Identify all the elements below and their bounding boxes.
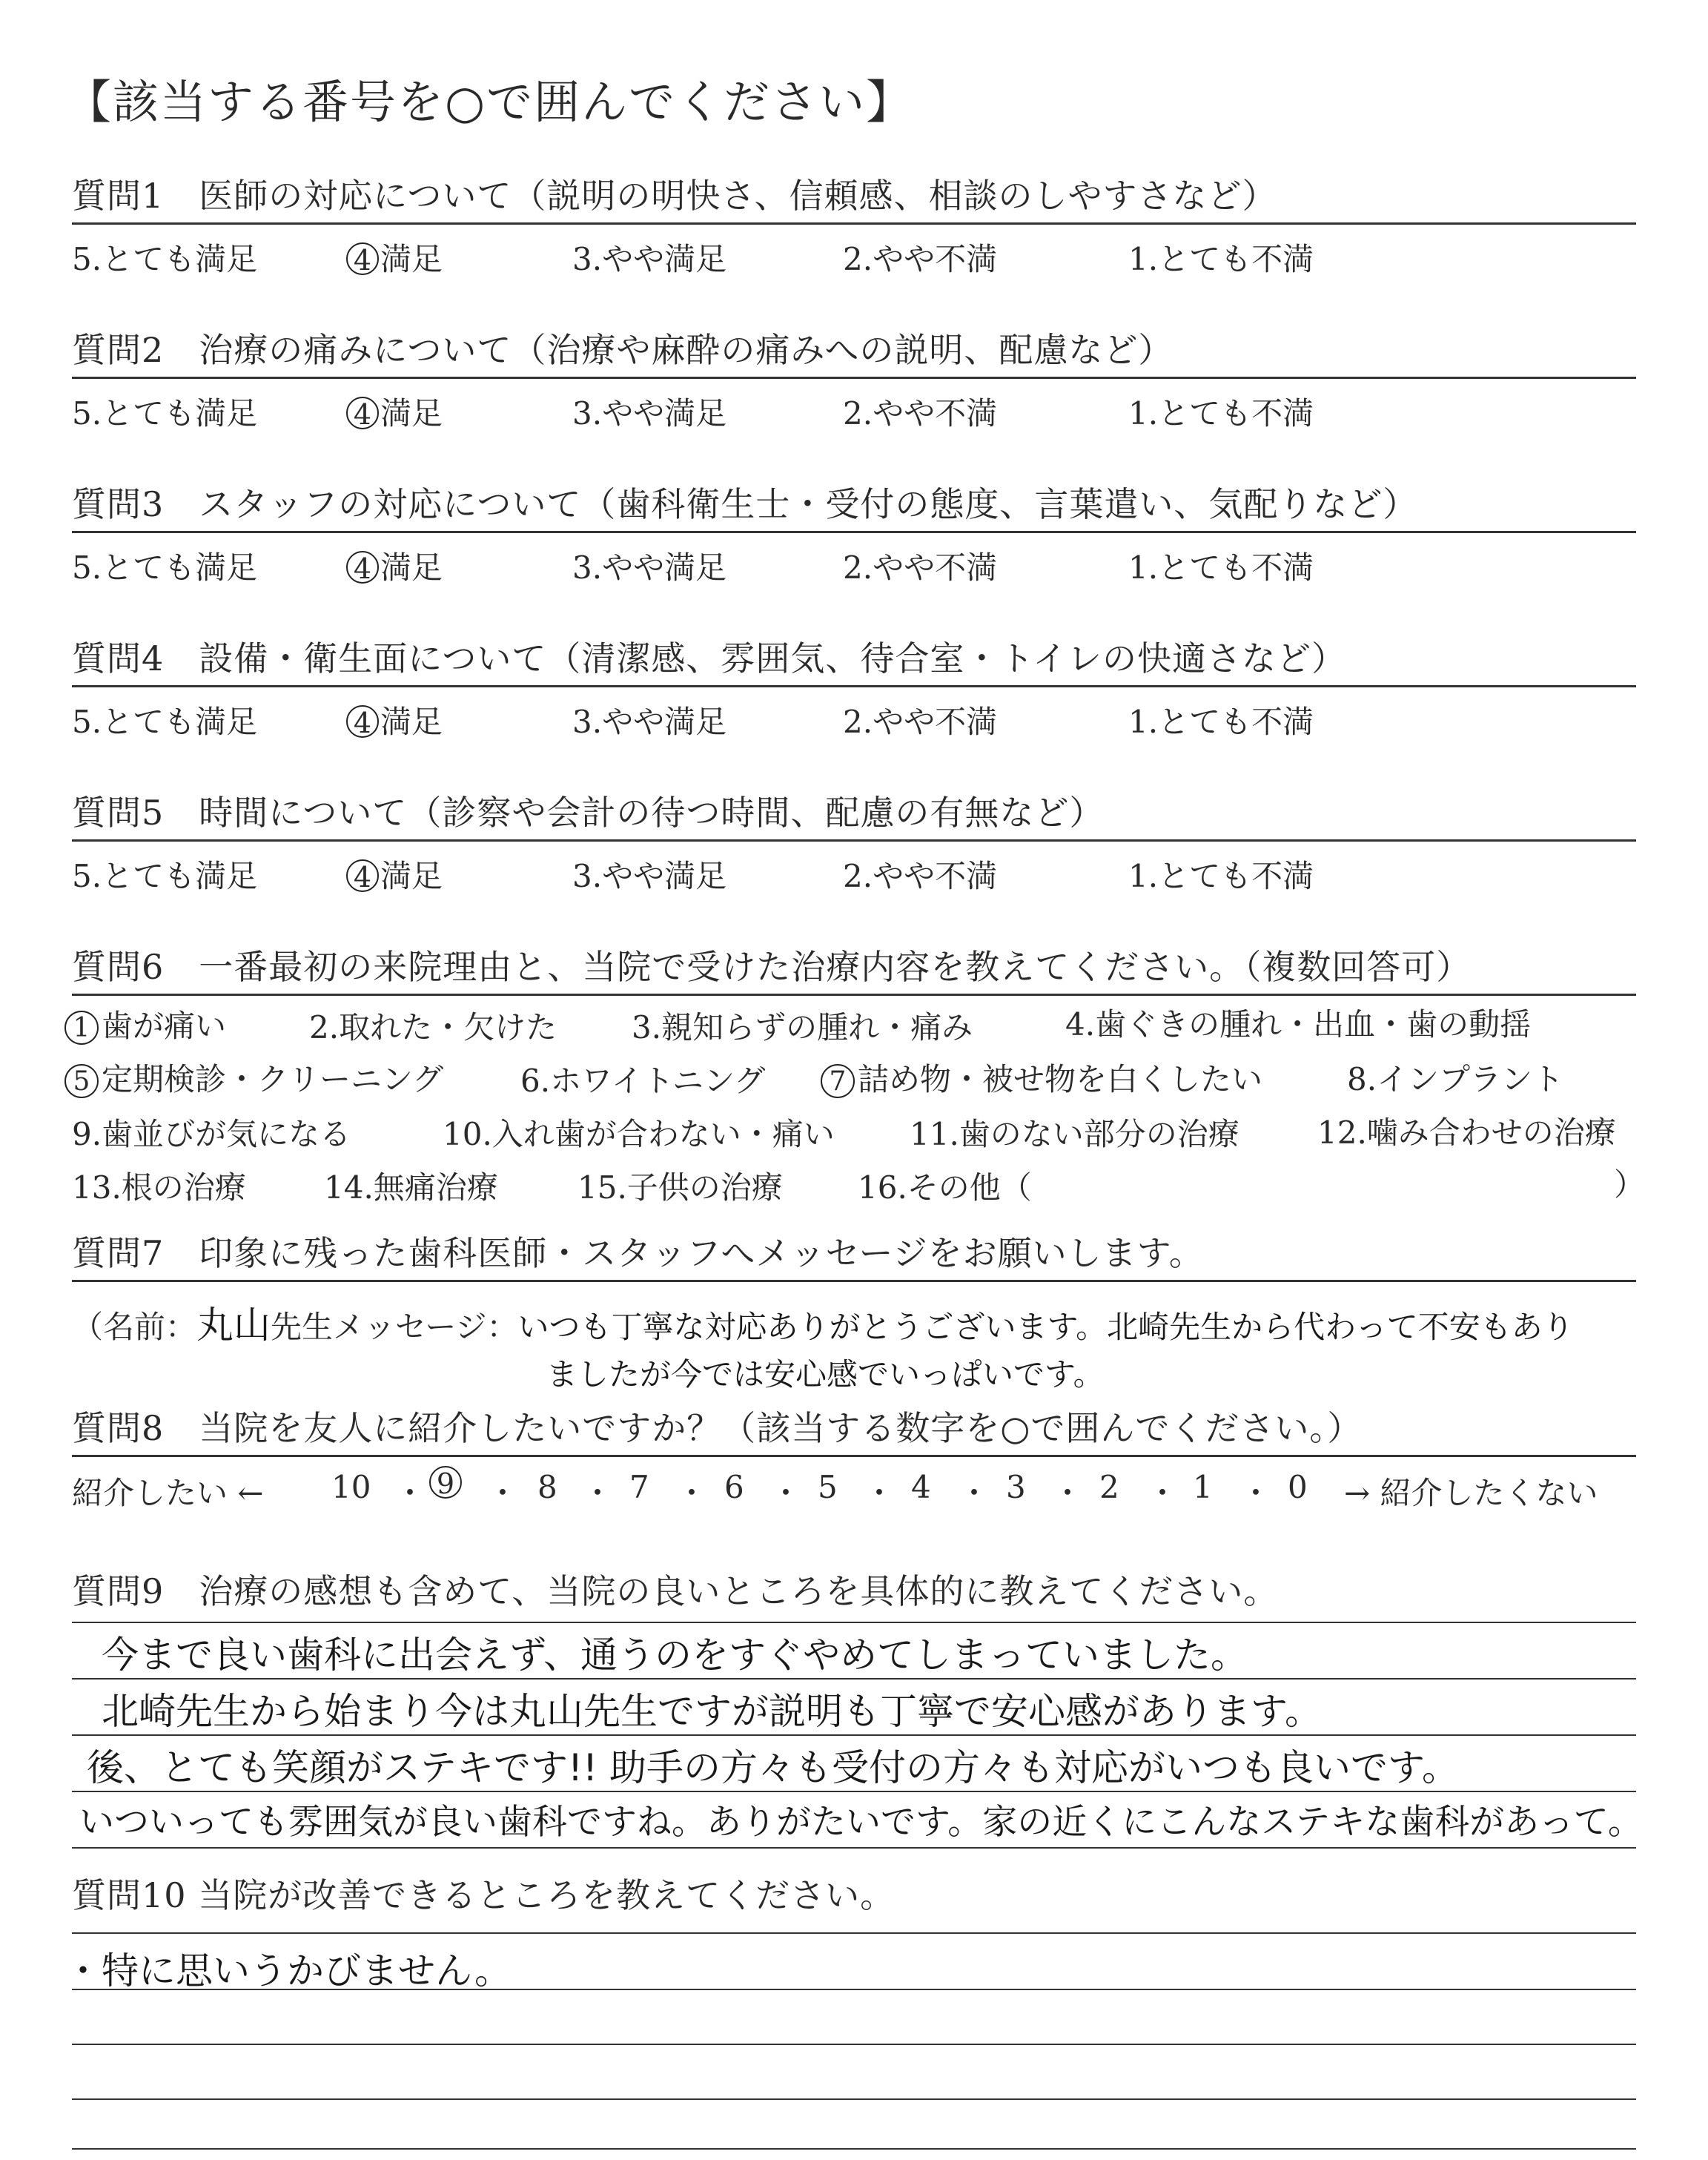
scale-9-selected[interactable] — [429, 1464, 463, 1501]
option-very-dissatisfied[interactable]: 1.とても不満 — [1128, 549, 1314, 586]
dentist-name: 丸山 — [196, 1304, 271, 1347]
message-field[interactable] — [72, 1282, 1636, 1401]
question-6-title: 質問6 一番最初の来院理由と、当院で受けた治療内容を教えてください。（複数回答可） — [72, 947, 1472, 987]
recommend-scale: 紹介したい ← 10 ・ 9 ・ 8 ・ 7 ・ 6 ・ 5 ・ 4 ・ 3 ・ 2 ・ 1 ・ 0 → 紹介したくない — [72, 1457, 1636, 1516]
scale-2[interactable]: 2 — [1099, 1469, 1119, 1505]
form-title: 【該当する番号を○で囲んでください】 — [65, 75, 914, 129]
option-satisfied-selected[interactable]: 4 満足 — [346, 544, 443, 588]
option-children[interactable]: 15.子供の治療 — [577, 1169, 783, 1206]
rating-options — [72, 533, 1636, 592]
option-very-satisfied[interactable]: 5.とても満足 — [72, 858, 258, 894]
scale-6[interactable]: 6 — [724, 1469, 744, 1505]
option-very-satisfied[interactable]: 5.とても満足 — [72, 241, 258, 277]
message-line-2: ましたが今では安心感でいっぱいです。 — [546, 1356, 1105, 1393]
selected-circle: 5 — [64, 1064, 99, 1098]
scale-left-label: 紹介したい ← — [72, 1475, 264, 1511]
selected-circle: 4 — [346, 551, 379, 584]
option-whitening[interactable]: 6.ホワイトニング — [520, 1063, 766, 1099]
option-other-close-paren: ） — [1614, 1166, 1646, 1203]
option-painless[interactable]: 14.無痛治療 — [324, 1169, 498, 1206]
selected-circle: 7 — [821, 1064, 855, 1098]
answer-line-2: 北崎先生から始まり今は丸山先生ですが説明も丁寧で安心感があります。 — [102, 1690, 1322, 1733]
message-prefix: 先生メッセージ： — [271, 1309, 518, 1345]
question-4 — [72, 624, 1636, 747]
question-2 — [72, 316, 1636, 438]
question-3-title: 質問3 スタッフの対応について（歯科衛生士・受付の態度、言葉遣い、気配りなど） — [72, 484, 1418, 524]
answer-line-4: いついっても雰囲気が良い歯科ですね。ありがたいです。家の近くにこんなステキな歯科があって。 — [79, 1802, 1643, 1843]
answer-area[interactable] — [64, 1922, 1636, 2159]
treatment-options — [72, 996, 1646, 1218]
scale-1[interactable]: 1 — [1193, 1469, 1213, 1505]
question-10-title: 質問10 当院が改善できるところを教えてください。 — [72, 1875, 896, 1915]
scale-5[interactable]: 5 — [818, 1469, 838, 1505]
option-very-dissatisfied[interactable]: 1.とても不満 — [1128, 241, 1314, 277]
option-dentures[interactable]: 10.入れ歯が合わない・痛い — [443, 1116, 835, 1152]
option-somewhat-dissatisfied[interactable]: 2.やや不満 — [843, 704, 998, 740]
question-6 — [72, 933, 1646, 1218]
option-satisfied-selected[interactable]: 4 満足 — [346, 698, 443, 742]
option-white-fillings-selected[interactable]: 7 詰め物・被せ物を白くしたい — [821, 1055, 1262, 1100]
option-missing-teeth[interactable]: 11.歯のない部分の治療 — [910, 1116, 1239, 1152]
question-8 — [72, 1394, 1636, 1516]
name-prefix: （名前： — [72, 1309, 197, 1345]
selected-circle: 4 — [346, 859, 379, 892]
option-somewhat-dissatisfied[interactable]: 2.やや不満 — [843, 858, 998, 894]
option-wisdom-tooth[interactable]: 3.親知らずの腫れ・痛み — [632, 1009, 973, 1046]
option-somewhat-dissatisfied[interactable]: 2.やや不満 — [843, 241, 998, 277]
option-somewhat-dissatisfied[interactable]: 2.やや不満 — [843, 395, 998, 432]
option-somewhat-satisfied[interactable]: 3.やや満足 — [572, 858, 727, 894]
selected-circle: 9 — [429, 1466, 462, 1499]
question-2-title: 質問2 治療の痛みについて（治療や麻酔の痛みへの説明、配慮など） — [72, 330, 1174, 370]
selected-circle: 4 — [346, 242, 379, 275]
option-satisfied-selected[interactable]: 4 満足 — [346, 235, 443, 280]
option-very-dissatisfied[interactable]: 1.とても不満 — [1128, 704, 1314, 740]
option-very-satisfied[interactable]: 5.とても満足 — [72, 704, 258, 740]
option-checkup-selected[interactable]: 5 定期検診・クリーニング — [64, 1055, 443, 1100]
question-5 — [72, 779, 1636, 901]
option-toothache-selected[interactable]: 1 歯が痛い — [64, 1002, 226, 1046]
option-bite[interactable]: 12.噛み合わせの治療 — [1317, 1114, 1616, 1151]
answer-line-3: 後、とても笑顔がステキです!! 助手の方々も受付の方々も対応がいつも良いです。 — [87, 1746, 1459, 1789]
question-3 — [72, 470, 1636, 592]
scale-7[interactable]: 7 — [629, 1469, 649, 1505]
option-root-canal[interactable]: 13.根の治療 — [72, 1169, 246, 1206]
option-somewhat-satisfied[interactable]: 3.やや満足 — [572, 549, 727, 586]
option-very-satisfied[interactable]: 5.とても満足 — [72, 549, 258, 586]
selected-circle: 4 — [346, 397, 379, 429]
rating-options — [72, 379, 1636, 438]
question-8-title: 質問8 当院を友人に紹介したいですか？（該当する数字を○で囲んでください。） — [72, 1408, 1363, 1448]
option-implant[interactable]: 8.インプラント — [1347, 1061, 1564, 1097]
option-very-dissatisfied[interactable]: 1.とても不満 — [1128, 858, 1314, 894]
answer-line-1: ・特に思いうかびません。 — [64, 1949, 512, 1992]
question-7 — [72, 1219, 1636, 1401]
question-4-title: 質問4 設備・衛生面について（清潔感、雰囲気、待合室・トイレの快適さなど） — [72, 638, 1347, 678]
option-somewhat-satisfied[interactable]: 3.やや満足 — [572, 395, 727, 432]
rating-options — [72, 687, 1636, 747]
option-chipped[interactable]: 2.取れた・欠けた — [309, 1009, 557, 1046]
answer-line-1: 今まで良い歯科に出会えず、通うのをすぐやめてしまっていました。 — [102, 1634, 1248, 1677]
question-1-title: 質問1 医師の対応について（説明の明快さ、信頼感、相談のしやすさなど） — [72, 176, 1277, 216]
scale-3[interactable]: 3 — [1006, 1469, 1026, 1505]
question-1 — [72, 162, 1636, 284]
option-somewhat-satisfied[interactable]: 3.やや満足 — [572, 704, 727, 740]
option-very-satisfied[interactable]: 5.とても満足 — [72, 395, 258, 432]
rating-options — [72, 842, 1636, 901]
message-line-1: いつも丁寧な対応ありがとうございます。北崎先生から代わって不安もあり — [517, 1309, 1574, 1345]
selected-circle: 1 — [64, 1011, 99, 1045]
scale-10[interactable]: 10 — [331, 1469, 371, 1505]
scale-0[interactable]: 0 — [1288, 1469, 1308, 1505]
question-7-title: 質問7 印象に残った歯科医師・スタッフへメッセージをお願いします。 — [72, 1233, 1204, 1273]
scale-4[interactable]: 4 — [911, 1469, 931, 1505]
option-somewhat-dissatisfied[interactable]: 2.やや不満 — [843, 549, 998, 586]
rating-options — [72, 225, 1636, 284]
option-alignment[interactable]: 9.歯並びが気になる — [72, 1116, 351, 1152]
selected-circle: 4 — [346, 705, 379, 738]
question-5-title: 質問5 時間について（診察や会計の待つ時間、配慮の有無など） — [72, 793, 1105, 833]
option-satisfied-selected[interactable]: 4 満足 — [346, 852, 443, 896]
question-10 — [64, 1861, 1636, 2159]
option-gum[interactable]: 4.歯ぐきの腫れ・出血・歯の動揺 — [1065, 1006, 1532, 1043]
question-9-title: 質問9 治療の感想も含めて、当院の良いところを具体的に教えてください。 — [72, 1571, 1279, 1611]
scale-right-label: → 紹介したくない — [1344, 1475, 1598, 1511]
scale-8[interactable]: 8 — [537, 1469, 557, 1505]
option-somewhat-satisfied[interactable]: 3.やや満足 — [572, 241, 727, 277]
option-other[interactable]: 16.その他（ — [858, 1169, 1032, 1206]
option-very-dissatisfied[interactable]: 1.とても不満 — [1128, 395, 1314, 432]
option-satisfied-selected[interactable]: 4 満足 — [346, 389, 443, 434]
